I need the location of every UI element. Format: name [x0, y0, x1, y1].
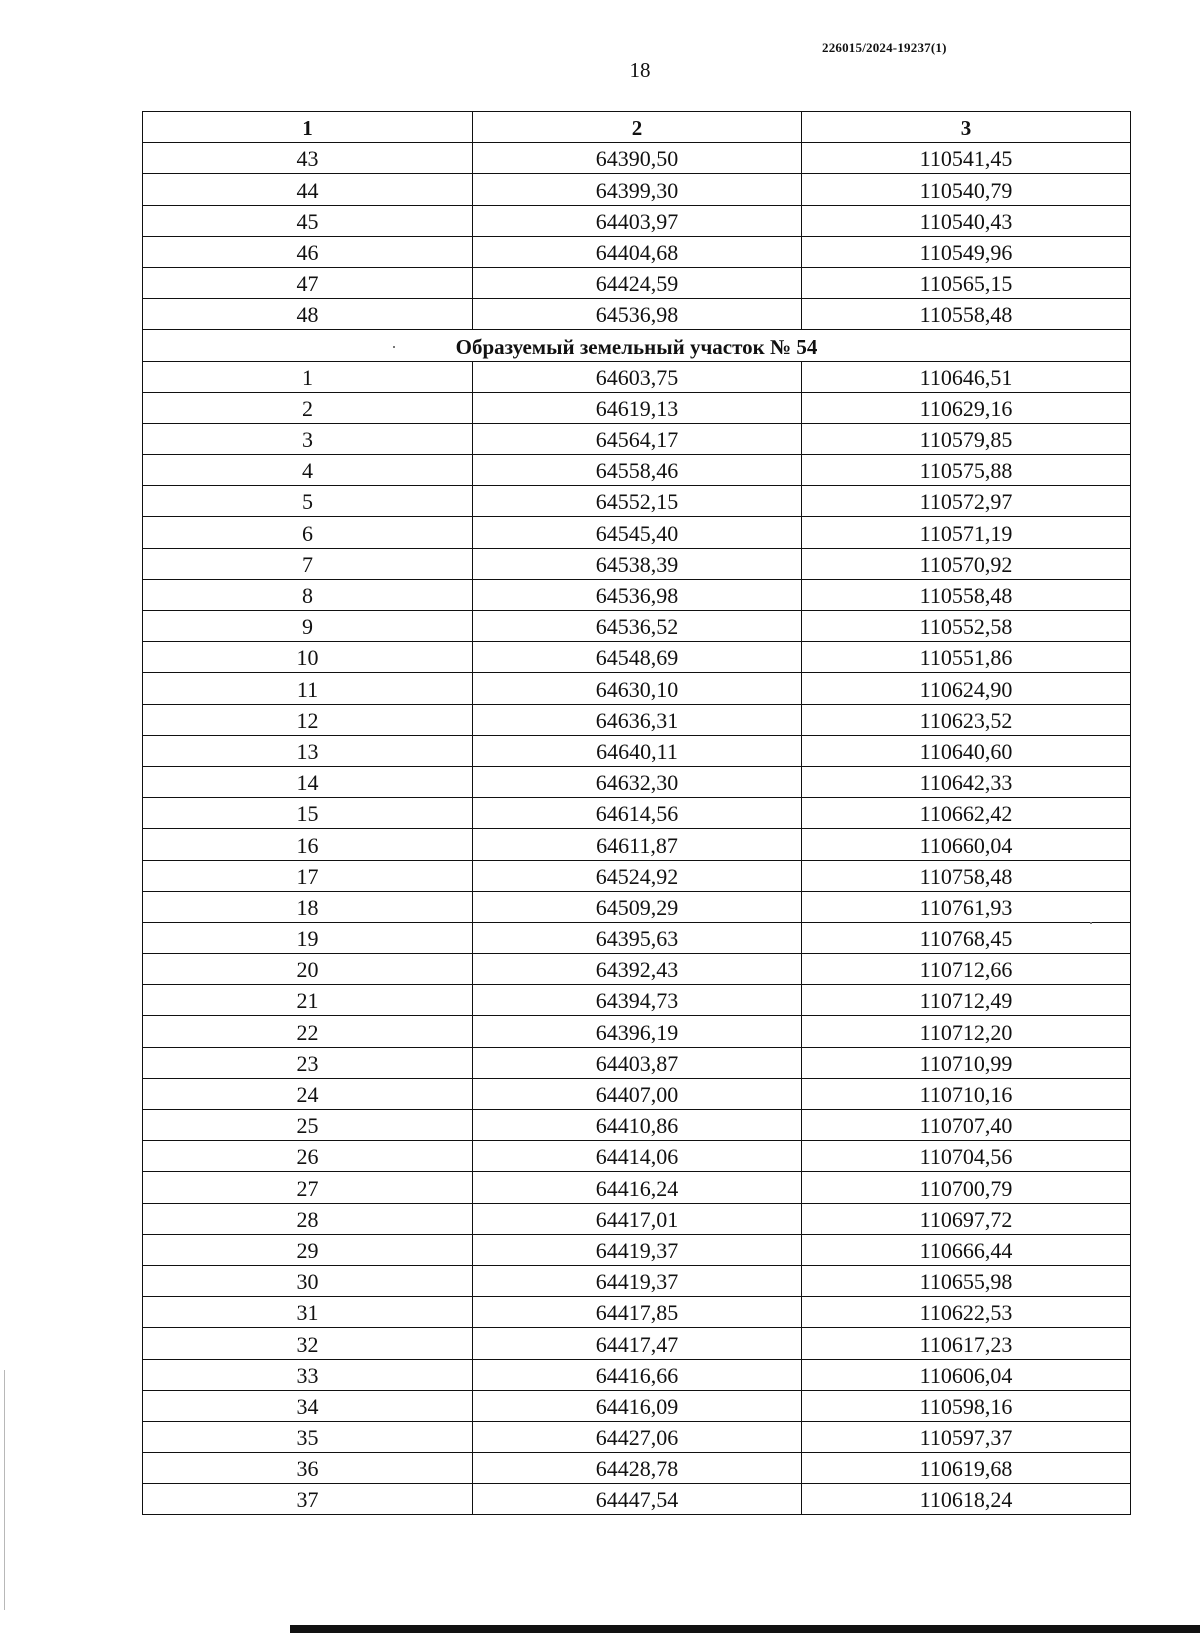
point-number-cell: 30 [143, 1265, 473, 1296]
point-number-cell: 14 [143, 766, 473, 797]
table-row [143, 798, 1131, 829]
x-coordinate-cell: 64414,06 [473, 1141, 802, 1172]
table-row [143, 1359, 1131, 1390]
table-row [143, 985, 1131, 1016]
y-coordinate-cell: 110597,37 [802, 1421, 1131, 1452]
table-row [143, 1234, 1131, 1265]
table-row [143, 1047, 1131, 1078]
x-coordinate-cell: 64564,17 [473, 423, 802, 454]
y-coordinate-cell: 110571,19 [802, 517, 1131, 548]
point-number-cell: 36 [143, 1453, 473, 1484]
point-number-cell: 45 [143, 205, 473, 236]
table-row [143, 1453, 1131, 1484]
column-header-1: 1 [143, 112, 473, 143]
x-coordinate-cell: 64390,50 [473, 143, 802, 174]
table-row [143, 1110, 1131, 1141]
table-row [143, 517, 1131, 548]
point-number-cell: 18 [143, 891, 473, 922]
page-number: 18 [629, 58, 651, 82]
point-number-cell: 11 [143, 673, 473, 704]
x-coordinate-cell: 64427,06 [473, 1421, 802, 1452]
x-coordinate-cell: 64399,30 [473, 174, 802, 205]
x-coordinate-cell: 64419,37 [473, 1265, 802, 1296]
x-coordinate-cell: 64524,92 [473, 860, 802, 891]
scan-speck [1090, 922, 1092, 924]
table-row [143, 829, 1131, 860]
point-number-cell: 2 [143, 392, 473, 423]
x-coordinate-cell: 64538,39 [473, 548, 802, 579]
x-coordinate-cell: 64419,37 [473, 1234, 802, 1265]
point-number-cell: 7 [143, 548, 473, 579]
y-coordinate-cell: 110629,16 [802, 392, 1131, 423]
x-coordinate-cell: 64416,66 [473, 1359, 802, 1390]
point-number-cell: 31 [143, 1297, 473, 1328]
x-coordinate-cell: 64640,11 [473, 735, 802, 766]
y-coordinate-cell: 110558,48 [802, 299, 1131, 330]
y-coordinate-cell: 110712,20 [802, 1016, 1131, 1047]
point-number-cell: 9 [143, 611, 473, 642]
x-coordinate-cell: 64552,15 [473, 486, 802, 517]
table-row [143, 455, 1131, 486]
table-row [143, 922, 1131, 953]
y-coordinate-cell: 110558,48 [802, 579, 1131, 610]
table-row [143, 1016, 1131, 1047]
point-number-cell: 43 [143, 143, 473, 174]
table-row [143, 1484, 1131, 1515]
point-number-cell: 24 [143, 1078, 473, 1109]
point-number-cell: 8 [143, 579, 473, 610]
point-number-cell: 6 [143, 517, 473, 548]
y-coordinate-cell: 110579,85 [802, 423, 1131, 454]
table-row [143, 1203, 1131, 1234]
x-coordinate-cell: 64403,97 [473, 205, 802, 236]
x-coordinate-cell: 64417,85 [473, 1297, 802, 1328]
x-coordinate-cell: 64558,46 [473, 455, 802, 486]
table-row [143, 1078, 1131, 1109]
y-coordinate-cell: 110758,48 [802, 860, 1131, 891]
table-row [143, 673, 1131, 704]
point-number-cell: 46 [143, 236, 473, 267]
x-coordinate-cell: 64395,63 [473, 922, 802, 953]
point-number-cell: 33 [143, 1359, 473, 1390]
x-coordinate-cell: 64447,54 [473, 1484, 802, 1515]
point-number-cell: 19 [143, 922, 473, 953]
table-row [143, 1141, 1131, 1172]
y-coordinate-cell: 110712,49 [802, 985, 1131, 1016]
x-coordinate-cell: 64611,87 [473, 829, 802, 860]
point-number-cell: 34 [143, 1390, 473, 1421]
point-number-cell: 23 [143, 1047, 473, 1078]
x-coordinate-cell: 64416,24 [473, 1172, 802, 1203]
y-coordinate-cell: 110768,45 [802, 922, 1131, 953]
point-number-cell: 21 [143, 985, 473, 1016]
point-number-cell: 22 [143, 1016, 473, 1047]
coordinates-table-wrapper [142, 111, 1127, 1515]
x-coordinate-cell: 64548,69 [473, 642, 802, 673]
y-coordinate-cell: 110549,96 [802, 236, 1131, 267]
y-coordinate-cell: 110622,53 [802, 1297, 1131, 1328]
scan-bottom-bar [290, 1625, 1200, 1633]
table-row [143, 1265, 1131, 1296]
y-coordinate-cell: 110660,04 [802, 829, 1131, 860]
point-number-cell: 28 [143, 1203, 473, 1234]
x-coordinate-cell: 64407,00 [473, 1078, 802, 1109]
table-row [143, 611, 1131, 642]
table-row [143, 704, 1131, 735]
point-number-cell: 17 [143, 860, 473, 891]
point-number-cell: 4 [143, 455, 473, 486]
y-coordinate-cell: 110575,88 [802, 455, 1131, 486]
x-coordinate-cell: 64396,19 [473, 1016, 802, 1047]
section-row [143, 330, 1131, 361]
x-coordinate-cell: 64536,98 [473, 579, 802, 610]
x-coordinate-cell: 64416,09 [473, 1390, 802, 1421]
table-row [143, 891, 1131, 922]
table-row [143, 174, 1131, 205]
point-number-cell: 32 [143, 1328, 473, 1359]
x-coordinate-cell: 64545,40 [473, 517, 802, 548]
y-coordinate-cell: 110619,68 [802, 1453, 1131, 1484]
x-coordinate-cell: 64636,31 [473, 704, 802, 735]
table-row [143, 1172, 1131, 1203]
table-row [143, 766, 1131, 797]
x-coordinate-cell: 64428,78 [473, 1453, 802, 1484]
x-coordinate-cell: 64536,98 [473, 299, 802, 330]
table-row [143, 860, 1131, 891]
x-coordinate-cell: 64392,43 [473, 954, 802, 985]
table-row [143, 423, 1131, 454]
point-number-cell: 15 [143, 798, 473, 829]
point-number-cell: 5 [143, 486, 473, 517]
y-coordinate-cell: 110570,92 [802, 548, 1131, 579]
x-coordinate-cell: 64417,01 [473, 1203, 802, 1234]
point-number-cell: 29 [143, 1234, 473, 1265]
point-number-cell: 37 [143, 1484, 473, 1515]
section-title: Образуемый земельный участок № 54 [143, 330, 1131, 361]
x-coordinate-cell: 64603,75 [473, 361, 802, 392]
table-row [143, 392, 1131, 423]
table-row [143, 1328, 1131, 1359]
point-number-cell: 35 [143, 1421, 473, 1452]
document-number: 226015/2024-19237(1) [822, 40, 947, 55]
y-coordinate-cell: 110606,04 [802, 1359, 1131, 1390]
table-row [143, 205, 1131, 236]
table-row [143, 548, 1131, 579]
point-number-cell: 27 [143, 1172, 473, 1203]
y-coordinate-cell: 110666,44 [802, 1234, 1131, 1265]
x-coordinate-cell: 64619,13 [473, 392, 802, 423]
scan-edge-line [4, 1370, 5, 1610]
y-coordinate-cell: 110662,42 [802, 798, 1131, 829]
table-row [143, 1297, 1131, 1328]
point-number-cell: 26 [143, 1141, 473, 1172]
column-header-3: 3 [802, 112, 1131, 143]
x-coordinate-cell: 64614,56 [473, 798, 802, 829]
table-row [143, 642, 1131, 673]
y-coordinate-cell: 110623,52 [802, 704, 1131, 735]
y-coordinate-cell: 110541,45 [802, 143, 1131, 174]
table-row [143, 486, 1131, 517]
point-number-cell: 20 [143, 954, 473, 985]
y-coordinate-cell: 110761,93 [802, 891, 1131, 922]
y-coordinate-cell: 110646,51 [802, 361, 1131, 392]
table-row [143, 1390, 1131, 1421]
y-coordinate-cell: 110710,16 [802, 1078, 1131, 1109]
scan-speck [393, 346, 395, 348]
table-header-row [143, 112, 1131, 143]
point-number-cell: 16 [143, 829, 473, 860]
coordinates-table [142, 111, 1131, 1515]
y-coordinate-cell: 110640,60 [802, 735, 1131, 766]
y-coordinate-cell: 110700,79 [802, 1172, 1131, 1203]
y-coordinate-cell: 110710,99 [802, 1047, 1131, 1078]
point-number-cell: 44 [143, 174, 473, 205]
y-coordinate-cell: 110707,40 [802, 1110, 1131, 1141]
point-number-cell: 1 [143, 361, 473, 392]
point-number-cell: 12 [143, 704, 473, 735]
y-coordinate-cell: 110624,90 [802, 673, 1131, 704]
table-row [143, 735, 1131, 766]
y-coordinate-cell: 110572,97 [802, 486, 1131, 517]
table-row [143, 236, 1131, 267]
x-coordinate-cell: 64632,30 [473, 766, 802, 797]
y-coordinate-cell: 110618,24 [802, 1484, 1131, 1515]
y-coordinate-cell: 110655,98 [802, 1265, 1131, 1296]
y-coordinate-cell: 110697,72 [802, 1203, 1131, 1234]
point-number-cell: 3 [143, 423, 473, 454]
y-coordinate-cell: 110565,15 [802, 267, 1131, 298]
y-coordinate-cell: 110551,86 [802, 642, 1131, 673]
y-coordinate-cell: 110540,79 [802, 174, 1131, 205]
y-coordinate-cell: 110552,58 [802, 611, 1131, 642]
table-row [143, 267, 1131, 298]
point-number-cell: 47 [143, 267, 473, 298]
point-number-cell: 10 [143, 642, 473, 673]
table-row [143, 579, 1131, 610]
y-coordinate-cell: 110540,43 [802, 205, 1131, 236]
x-coordinate-cell: 64630,10 [473, 673, 802, 704]
table-row [143, 361, 1131, 392]
y-coordinate-cell: 110642,33 [802, 766, 1131, 797]
x-coordinate-cell: 64394,73 [473, 985, 802, 1016]
column-header-2: 2 [473, 112, 802, 143]
point-number-cell: 25 [143, 1110, 473, 1141]
x-coordinate-cell: 64410,86 [473, 1110, 802, 1141]
table-row [143, 954, 1131, 985]
x-coordinate-cell: 64417,47 [473, 1328, 802, 1359]
y-coordinate-cell: 110704,56 [802, 1141, 1131, 1172]
point-number-cell: 48 [143, 299, 473, 330]
y-coordinate-cell: 110617,23 [802, 1328, 1131, 1359]
table-row [143, 1421, 1131, 1452]
x-coordinate-cell: 64424,59 [473, 267, 802, 298]
y-coordinate-cell: 110712,66 [802, 954, 1131, 985]
point-number-cell: 13 [143, 735, 473, 766]
x-coordinate-cell: 64536,52 [473, 611, 802, 642]
table-row [143, 143, 1131, 174]
table-row [143, 299, 1131, 330]
x-coordinate-cell: 64403,87 [473, 1047, 802, 1078]
x-coordinate-cell: 64404,68 [473, 236, 802, 267]
x-coordinate-cell: 64509,29 [473, 891, 802, 922]
y-coordinate-cell: 110598,16 [802, 1390, 1131, 1421]
